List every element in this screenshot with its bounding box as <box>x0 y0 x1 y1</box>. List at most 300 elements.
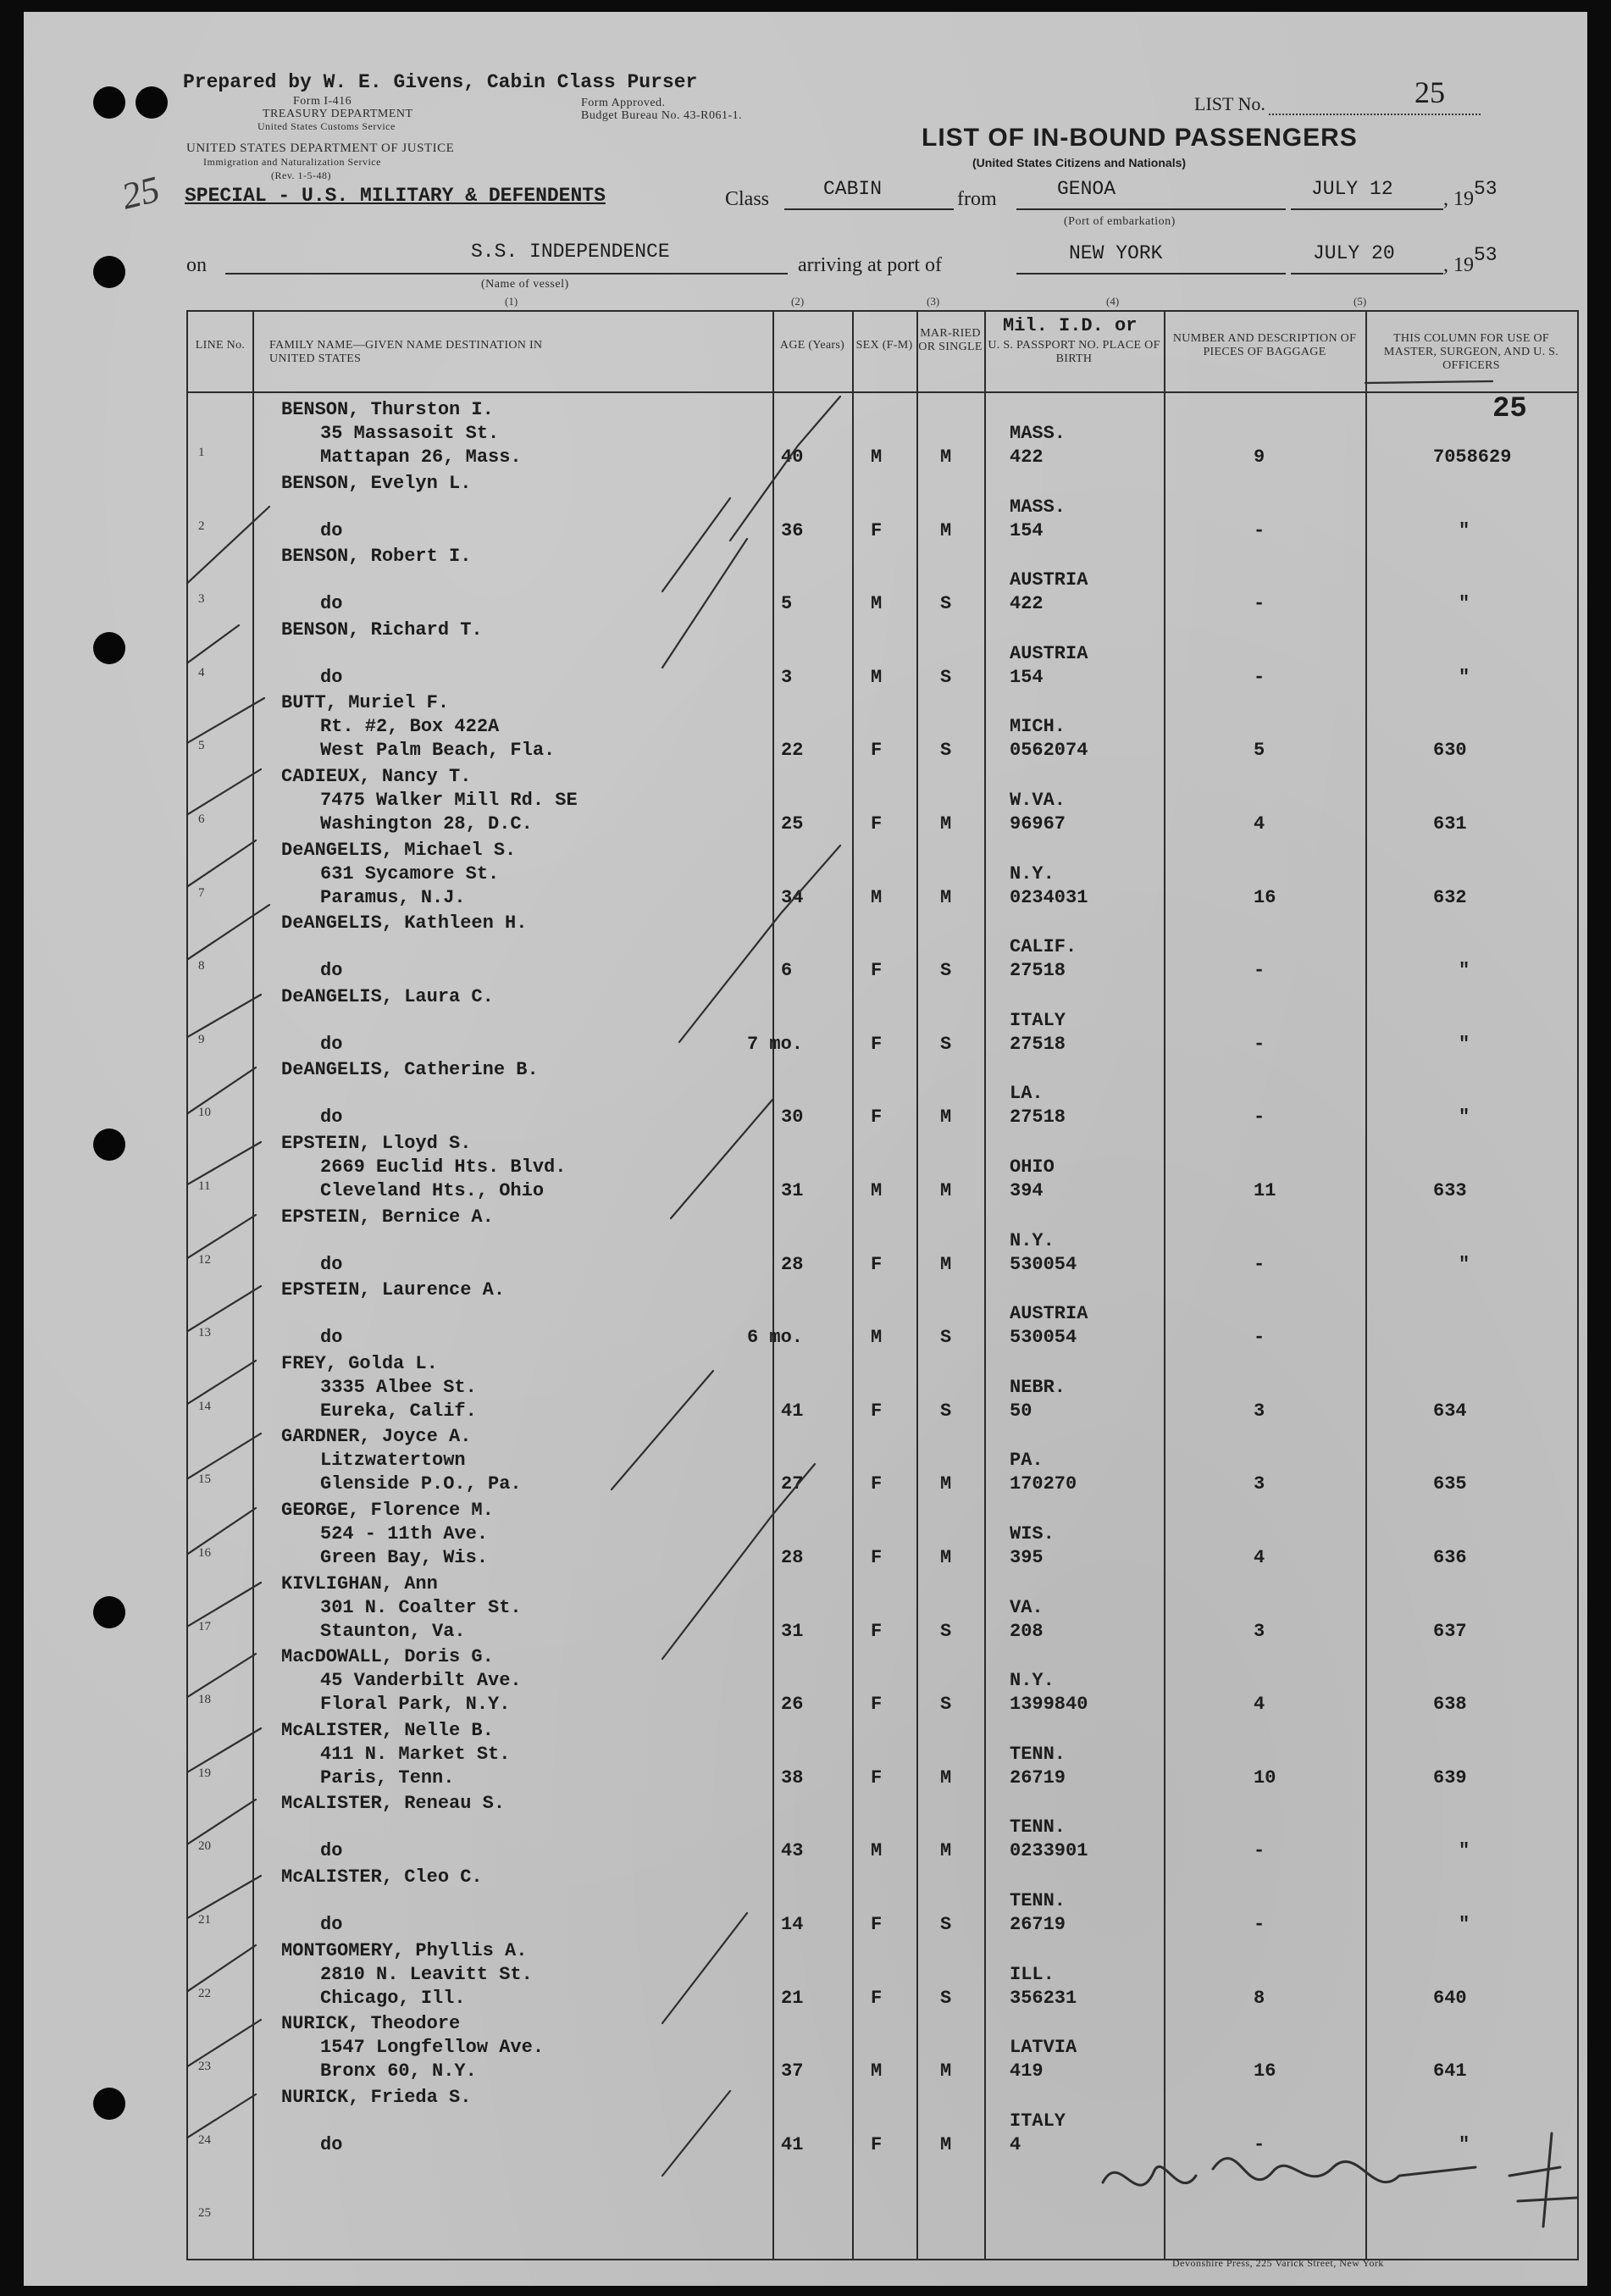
passenger-name: BUTT, Muriel F. <box>281 692 450 714</box>
passport-number: 27518 <box>1010 1106 1066 1129</box>
baggage-count: 4 <box>1254 1694 1265 1716</box>
table-row <box>188 540 1577 613</box>
table-row <box>188 1053 1577 1129</box>
age: 6 <box>781 960 793 982</box>
age: 36 <box>781 519 804 541</box>
vessel-value: S.S. INDEPENDENCE <box>471 241 670 263</box>
sex: F <box>871 1914 883 1935</box>
sex: M <box>871 1327 883 1349</box>
table-corner-mark: 25 <box>1492 393 1527 425</box>
line-number: 23 <box>198 2060 211 2074</box>
passport-number: 4 <box>1010 2133 1021 2155</box>
age: 34 <box>781 886 804 908</box>
baggage-count: - <box>1254 519 1265 541</box>
table-row <box>188 2007 1577 2080</box>
age: 38 <box>781 1766 804 1789</box>
passenger-name: FREY, Golda L. <box>281 1352 438 1374</box>
passenger-name: EPSTEIN, Laurence A. <box>281 1279 506 1301</box>
age: 41 <box>781 2133 804 2155</box>
baggage-count: - <box>1254 1033 1265 1055</box>
sex: F <box>871 1547 883 1568</box>
place-of-birth: AUSTRIA <box>1010 1303 1088 1325</box>
sex: F <box>871 1033 883 1055</box>
place-of-birth: N.Y. <box>1010 1670 1055 1692</box>
place-of-birth: ITALY <box>1010 2110 1066 2132</box>
col-head-name: FAMILY NAME—GIVEN NAME DESTINATION IN UNITED STATES <box>269 339 543 365</box>
officer-note: 639 <box>1433 1766 1467 1789</box>
line-number: 11 <box>198 1179 211 1193</box>
baggage-count: 3 <box>1254 1473 1265 1495</box>
binder-hole <box>93 1129 125 1161</box>
sex: F <box>871 519 883 541</box>
line-number: 10 <box>198 1106 211 1120</box>
line-number: 7 <box>198 885 205 900</box>
passenger-name: GEORGE, Florence M. <box>281 1500 494 1521</box>
baggage-count: 16 <box>1254 2060 1276 2082</box>
age: 5 <box>781 593 793 615</box>
arriving-label: arriving at port of <box>798 254 942 276</box>
passport-number: 50 <box>1010 1400 1032 1422</box>
line-number: 6 <box>198 812 205 826</box>
printer-imprint: Devonshire Press, 225 Varick Street, New York <box>1172 2257 1384 2269</box>
on-label: on <box>186 254 207 276</box>
table-row <box>188 1934 1577 2007</box>
col-head-line: LINE No. <box>195 339 246 352</box>
line-number: 24 <box>198 2132 211 2147</box>
age: 30 <box>781 1106 804 1129</box>
treasury-dept: TREASURY DEPARTMENT <box>263 108 413 120</box>
sex: M <box>871 2060 883 2082</box>
destination-line-2: West Palm Beach, Fla. <box>320 740 556 762</box>
destination-line-1: 2810 N. Leavitt St. <box>320 1963 533 1985</box>
line-number: 14 <box>198 1399 211 1413</box>
destination-line-1: 411 N. Market St. <box>320 1743 511 1765</box>
table-row <box>188 467 1577 540</box>
table-row <box>188 1127 1577 1200</box>
officer-note: 640 <box>1433 1987 1467 2009</box>
table-row <box>188 1787 1577 1860</box>
place-of-birth: CALIF. <box>1010 936 1077 958</box>
age: 40 <box>781 446 804 468</box>
sex: F <box>871 1766 883 1789</box>
passenger-name: BENSON, Thurston I. <box>281 399 494 420</box>
prepared-by: Prepared by W. E. Givens, Cabin Class Purser <box>183 71 698 93</box>
age: 31 <box>781 1620 804 1642</box>
port-embark-caption: (Port of embarkation) <box>1064 215 1176 228</box>
baggage-count: 16 <box>1254 886 1276 908</box>
passenger-name: DeANGELIS, Laura C. <box>281 985 494 1007</box>
baggage-count: - <box>1254 1840 1265 1862</box>
sex: M <box>871 1840 883 1862</box>
age: 3 <box>781 666 793 688</box>
sex: M <box>871 666 883 688</box>
officer-note: " <box>1459 593 1470 615</box>
age: 25 <box>781 813 804 835</box>
officer-note: " <box>1459 1840 1470 1862</box>
officer-note: " <box>1459 1033 1470 1055</box>
destination-line-2: Glenside P.O., Pa. <box>320 1473 522 1495</box>
passenger-name: NURICK, Theodore <box>281 2013 461 2035</box>
passenger-name: MacDOWALL, Doris G. <box>281 1646 494 1668</box>
table-row <box>188 2154 1577 2227</box>
vessel-caption: (Name of vessel) <box>481 278 569 291</box>
baggage-count: 4 <box>1254 813 1265 835</box>
line-number: 25 <box>198 2206 211 2221</box>
passenger-name: DeANGELIS, Catherine B. <box>281 1059 539 1081</box>
destination-line-1: do <box>320 1253 343 1275</box>
passport-number: 356231 <box>1010 1987 1077 2009</box>
place-of-birth: LATVIA <box>1010 2037 1077 2059</box>
passenger-name: McALISTER, Nelle B. <box>281 1719 494 1741</box>
place-of-birth: OHIO <box>1010 1156 1055 1178</box>
arrival-date: JULY 20 <box>1313 242 1395 264</box>
marital-status: M <box>940 2060 952 2082</box>
passport-number: 394 <box>1010 1180 1044 1201</box>
col-head-sex: SEX (F-M) <box>855 339 913 352</box>
passenger-name: GARDNER, Joyce A. <box>281 1426 472 1448</box>
passport-number: 96967 <box>1010 813 1066 835</box>
line-number: 21 <box>198 1913 211 1927</box>
table-row <box>188 1201 1577 1273</box>
baggage-count: 5 <box>1254 740 1265 762</box>
destination-line-2: Eureka, Calif. <box>320 1400 477 1422</box>
table-row <box>188 1494 1577 1567</box>
destination-line-1: 301 N. Coalter St. <box>320 1596 522 1618</box>
marital-status: M <box>940 2133 952 2155</box>
passenger-name: DeANGELIS, Kathleen H. <box>281 912 528 934</box>
year-value-2: 53 <box>1474 244 1498 266</box>
destination-line-1: do <box>320 2133 343 2155</box>
passport-number: 530054 <box>1010 1327 1077 1349</box>
destination-line-1: do <box>320 519 343 541</box>
col-head-passport: U. S. PASSPORT NO. PLACE OF BIRTH <box>988 339 1160 365</box>
marital-status: S <box>940 666 952 688</box>
age: 41 <box>781 1400 804 1422</box>
year-prefix-1: , 19 <box>1443 188 1474 210</box>
destination-line-1: 7475 Walker Mill Rd. SE <box>320 790 578 811</box>
officer-note: 636 <box>1433 1547 1467 1568</box>
baggage-count: - <box>1254 1914 1265 1935</box>
officer-note: " <box>1459 1253 1470 1275</box>
col-number: (5) <box>1354 295 1367 308</box>
embark-date: JULY 12 <box>1311 178 1393 200</box>
table-row <box>188 613 1577 686</box>
passenger-name: McALISTER, Cleo C. <box>281 1866 483 1888</box>
col-head-passport-typed: Mil. I.D. or <box>1003 315 1138 336</box>
place-of-birth: TENN. <box>1010 1890 1066 1911</box>
place-of-birth: TENN. <box>1010 1743 1066 1765</box>
baggage-count: - <box>1254 960 1265 982</box>
destination-line-1: do <box>320 593 343 615</box>
list-title: LIST OF IN-BOUND PASSENGERS <box>922 124 1358 152</box>
passport-number: 154 <box>1010 519 1044 541</box>
margin-handwritten-mark: 25 <box>117 168 164 218</box>
table-row <box>188 834 1577 907</box>
place-of-birth: VA. <box>1010 1596 1044 1618</box>
passport-number: 26719 <box>1010 1766 1066 1789</box>
marital-status: S <box>940 960 952 982</box>
col-head-married: MAR-RIED OR SINGLE <box>918 327 983 353</box>
destination-line-1: 524 - 11th Ave. <box>320 1523 489 1545</box>
age: 6 mo. <box>747 1327 804 1349</box>
destination-line-1: 3335 Albee St. <box>320 1376 477 1398</box>
age: 31 <box>781 1180 804 1201</box>
baggage-count: - <box>1254 1253 1265 1275</box>
officer-note: " <box>1459 519 1470 541</box>
officer-note: " <box>1459 960 1470 982</box>
manifest-sheet <box>24 12 1587 2286</box>
destination-line-1: 45 Vanderbilt Ave. <box>320 1670 522 1692</box>
marital-status: M <box>940 1840 952 1862</box>
place-of-birth: AUSTRIA <box>1010 642 1088 664</box>
marital-status: S <box>940 1400 952 1422</box>
form-number: Form I-416 <box>293 95 352 108</box>
marital-status: M <box>940 519 952 541</box>
marital-status: S <box>940 740 952 762</box>
passenger-name: NURICK, Frieda S. <box>281 2086 472 2108</box>
line-number: 3 <box>198 592 205 607</box>
sex: F <box>871 1400 883 1422</box>
from-value: GENOA <box>1057 178 1116 200</box>
passenger-name: EPSTEIN, Bernice A. <box>281 1206 494 1228</box>
marital-status: M <box>940 1473 952 1495</box>
marital-status: S <box>940 1914 952 1935</box>
marital-status: M <box>940 1106 952 1129</box>
year-prefix-2: , 19 <box>1443 254 1474 276</box>
line-number: 9 <box>198 1032 205 1046</box>
baggage-count: - <box>1254 1106 1265 1129</box>
passport-number: 27518 <box>1010 960 1066 982</box>
line-number: 5 <box>198 739 205 753</box>
baggage-count: - <box>1254 666 1265 688</box>
line-number: 18 <box>198 1693 211 1707</box>
baggage-count: 4 <box>1254 1547 1265 1568</box>
officer-note: " <box>1459 666 1470 688</box>
sex: F <box>871 813 883 835</box>
special-designation: SPECIAL - U.S. MILITARY & DEFENDENTS <box>185 185 606 207</box>
officer-note: " <box>1459 1914 1470 1935</box>
baggage-count: 9 <box>1254 446 1265 468</box>
age: 27 <box>781 1473 804 1495</box>
line-number: 19 <box>198 1766 211 1780</box>
destination-line-1: 631 Sycamore St. <box>320 862 500 885</box>
col-number: (3) <box>927 295 940 308</box>
place-of-birth: ILL. <box>1010 1963 1055 1985</box>
table-row <box>188 686 1577 762</box>
sex: F <box>871 1987 883 2009</box>
class-value: CABIN <box>823 178 883 200</box>
table-row <box>188 760 1577 833</box>
destination-line-1: do <box>320 1106 343 1129</box>
table-row <box>188 1273 1577 1349</box>
budget-bureau: Budget Bureau No. 43-R061-1. <box>581 109 743 122</box>
port-value: NEW YORK <box>1069 242 1163 264</box>
officer-note: 630 <box>1433 740 1467 762</box>
baggage-count: 8 <box>1254 1987 1265 2009</box>
table-row <box>188 1640 1577 1716</box>
destination-line-2: Washington 28, D.C. <box>320 813 533 835</box>
passport-number: 0562074 <box>1010 740 1088 762</box>
revision: (Rev. 1-5-48) <box>271 169 332 181</box>
form-approved: Form Approved. <box>581 97 666 109</box>
officer-note: 637 <box>1433 1620 1467 1642</box>
marital-status: S <box>940 1987 952 2009</box>
passenger-table <box>186 310 1579 2260</box>
line-number: 20 <box>198 1839 211 1854</box>
age: 14 <box>781 1914 804 1935</box>
place-of-birth: MASS. <box>1010 423 1066 444</box>
sex: M <box>871 446 883 468</box>
destination-line-2: Paramus, N.J. <box>320 886 466 908</box>
destination-line-1: do <box>320 1914 343 1935</box>
passport-number: 27518 <box>1010 1033 1066 1055</box>
list-subtitle: (United States Citizens and Nationals) <box>972 156 1187 169</box>
binder-hole <box>93 1596 125 1628</box>
passport-number: 530054 <box>1010 1253 1077 1275</box>
place-of-birth: NEBR. <box>1010 1376 1066 1398</box>
age: 21 <box>781 1987 804 2009</box>
destination-line-1: do <box>320 1840 343 1862</box>
binder-hole <box>93 632 125 664</box>
age: 22 <box>781 740 804 762</box>
passenger-name: BENSON, Robert I. <box>281 546 472 568</box>
age: 28 <box>781 1547 804 1568</box>
table-row <box>188 1861 1577 1933</box>
passport-number: 0234031 <box>1010 886 1088 908</box>
sex: F <box>871 960 883 982</box>
col-number: (1) <box>505 295 518 308</box>
passport-number: 422 <box>1010 446 1044 468</box>
destination-line-1: do <box>320 960 343 982</box>
officer-note: 633 <box>1433 1180 1467 1201</box>
binder-hole <box>93 256 125 288</box>
passport-number: 395 <box>1010 1547 1044 1568</box>
class-label: Class <box>725 188 770 210</box>
marital-status: M <box>940 1547 952 1568</box>
passenger-name: McALISTER, Reneau S. <box>281 1793 506 1815</box>
sex: F <box>871 1106 883 1129</box>
destination-line-2: Paris, Tenn. <box>320 1766 455 1789</box>
sex: F <box>871 1473 883 1495</box>
marital-status: S <box>940 1694 952 1716</box>
year-value-1: 53 <box>1474 178 1498 200</box>
age: 43 <box>781 1840 804 1862</box>
place-of-birth: W.VA. <box>1010 790 1066 811</box>
table-row <box>188 2081 1577 2154</box>
baggage-count: - <box>1254 593 1265 615</box>
line-number: 15 <box>198 1472 211 1487</box>
line-number: 13 <box>198 1326 211 1340</box>
passenger-name: KIVLIGHAN, Ann <box>281 1572 438 1594</box>
customs-service: United States Customs Service <box>257 120 396 132</box>
marital-status: S <box>940 1327 952 1349</box>
marital-status: S <box>940 1620 952 1642</box>
table-row <box>188 980 1577 1053</box>
marital-status: M <box>940 886 952 908</box>
age: 37 <box>781 2060 804 2082</box>
age: 7 mo. <box>747 1033 804 1055</box>
officer-note: 634 <box>1433 1400 1467 1422</box>
destination-line-2: Green Bay, Wis. <box>320 1547 489 1568</box>
col-head-age: AGE (Years) <box>779 339 845 352</box>
line-number: 16 <box>198 1546 211 1560</box>
place-of-birth: LA. <box>1010 1083 1044 1105</box>
sex: F <box>871 1253 883 1275</box>
place-of-birth: MICH. <box>1010 716 1066 738</box>
line-number: 1 <box>198 446 205 459</box>
line-number: 17 <box>198 1619 211 1633</box>
col-number: (4) <box>1106 295 1120 308</box>
passenger-name: EPSTEIN, Lloyd S. <box>281 1133 472 1154</box>
binder-hole <box>93 86 125 119</box>
destination-line-1: 35 Massasoit St. <box>320 423 500 444</box>
destination-line-2: Cleveland Hts., Ohio <box>320 1180 545 1201</box>
passport-number: 170270 <box>1010 1473 1077 1495</box>
line-number: 8 <box>198 959 205 973</box>
line-number: 12 <box>198 1252 211 1267</box>
officer-note: 7058629 <box>1433 446 1512 468</box>
passport-number: 26719 <box>1010 1914 1066 1935</box>
destination-line-1: do <box>320 1327 343 1349</box>
list-no-value: 25 <box>1414 75 1445 109</box>
place-of-birth: N.Y. <box>1010 862 1055 885</box>
place-of-birth: AUSTRIA <box>1010 569 1088 591</box>
passenger-name: BENSON, Richard T. <box>281 618 483 641</box>
passport-number: 154 <box>1010 666 1044 688</box>
officer-note: " <box>1459 1106 1470 1129</box>
table-row <box>188 393 1577 466</box>
destination-line-1: Litzwatertown <box>320 1450 466 1472</box>
destination-line-1: do <box>320 1033 343 1055</box>
destination-line-1: Rt. #2, Box 422A <box>320 716 500 738</box>
marital-status: S <box>940 1033 952 1055</box>
table-row <box>188 907 1577 982</box>
col-head-officers: THIS COLUMN FOR USE OF MASTER, SURGEON, AND U. S. OFFICERS <box>1383 332 1559 372</box>
baggage-count: 3 <box>1254 1400 1265 1422</box>
officer-note: 641 <box>1433 2060 1467 2082</box>
ins-service: Immigration and Naturalization Service <box>203 156 381 168</box>
officer-note: 632 <box>1433 886 1467 908</box>
marital-status: S <box>940 593 952 615</box>
sex: M <box>871 593 883 615</box>
marital-status: M <box>940 1253 952 1275</box>
marital-status: M <box>940 1180 952 1201</box>
sex: M <box>871 886 883 908</box>
baggage-count: 11 <box>1254 1180 1276 1201</box>
marital-status: M <box>940 813 952 835</box>
binder-hole <box>136 86 168 119</box>
officer-note: 635 <box>1433 1473 1467 1495</box>
passenger-name: MONTGOMERY, Phyllis A. <box>281 1939 528 1961</box>
place-of-birth: PA. <box>1010 1450 1044 1472</box>
table-row <box>188 1714 1577 1787</box>
table-row <box>188 1347 1577 1420</box>
destination-line-2: Bronx 60, N.Y. <box>320 2060 477 2082</box>
table-row <box>188 1567 1577 1640</box>
line-number: 2 <box>198 519 205 533</box>
baggage-count: - <box>1254 2133 1265 2155</box>
passport-number: 422 <box>1010 593 1044 615</box>
officer-note: 638 <box>1433 1694 1467 1716</box>
baggage-count: 3 <box>1254 1620 1265 1642</box>
officer-note: " <box>1459 2133 1470 2155</box>
binder-hole <box>93 2088 125 2120</box>
passport-number: 1399840 <box>1010 1694 1088 1716</box>
sex: F <box>871 2133 883 2155</box>
from-label: from <box>957 188 997 210</box>
officer-note: 631 <box>1433 813 1467 835</box>
baggage-count: 10 <box>1254 1766 1276 1789</box>
